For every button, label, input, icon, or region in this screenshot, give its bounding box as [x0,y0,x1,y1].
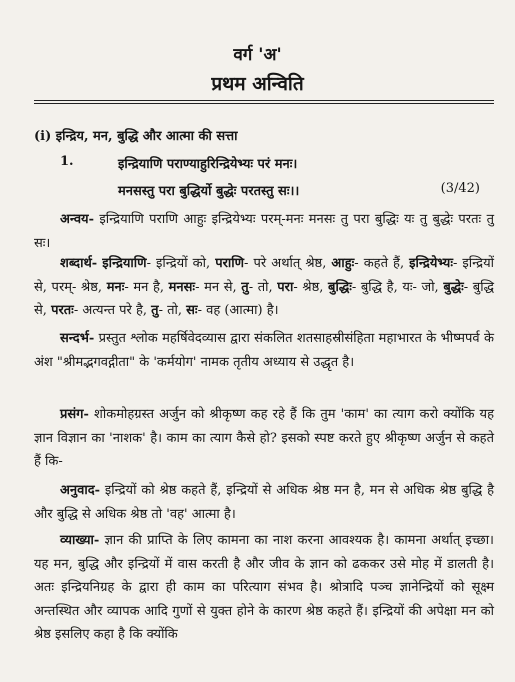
shabdarth-paragraph [34,252,494,323]
anuvad-text: इन्द्रियों को श्रेष्ठ कहते हैं, इन्द्रियों से अधिक श्रेष्ठ मन है, मन से अधिक श्रेष्ठ बुद्धि है और बुद्धि से अधिक श्रेष्ठ तो 'वह' आत्मा है। [34,483,494,522]
meaning: - मन है, [124,279,165,295]
term: तु [241,279,249,295]
vyakhya-text: ज्ञान की प्राप्ति के लिए कामना का नाश करना आवश्यक है। कामना अर्थात् इच्छा। यह मन, बुद्धि और इन्द्रियों में वास करती है और जीव के ज्ञान को ढककर उसे मोह में डालती है। अतः इन्द्रियनिग्रह के द्वारा ही काम का परित्याग संभव है। श्रोत्रादि पञ्च ज्ञानेन्द्रियों को सूक्ष्म अन्तस्थित और व्यापक आदि गुणों से युक्त होने के कारण श्रेष्ठ कहते हैं। इन्द्रियों की अपेक्षा मन को श्रेष्ठ इसलिए कहा है कि क्योंकि [34,533,494,642]
term: आहुः [331,256,355,271]
meaning: - तो, [158,303,182,318]
meaning: - मन से, [195,279,237,295]
meaning: - बुद्धि से, [34,279,494,318]
sandarbh-label: सन्दर्भ- [60,331,95,346]
term: इन्द्रियाणि [102,256,147,271]
meaning: - श्रेष्ठ, [293,279,324,295]
title-rule-top [34,100,494,101]
anvay-label: अन्वय- [60,212,94,227]
anuvad-paragraph [34,479,494,526]
term: बुद्धिः [328,279,352,295]
verse-text-2: मनसस्तु परा बुद्धिर्यो बुद्धेः परतस्तु सः।। [118,184,300,199]
meaning: - तो, [248,279,273,295]
verse-reference: (3/42) [440,181,480,196]
prasang-text: शोकमोहग्रस्त अर्जुन को श्रीकृष्ण कह रहे हैं कि तुम 'काम' का त्याग करो क्योंकि यह ज्ञान विज्ञान का 'नाशक' है। काम का त्याग कैसे हो? इसको स्पष्ट करते हुए श्रीकृष्ण अर्जुन से कहते हैं कि- [34,407,494,469]
meaning: - अत्यन्त परे है, [73,303,147,318]
meaning: - इन्द्रियों से, परम्- श्रेष्ठ, [34,256,494,295]
meaning: - कहते हैं, [354,256,405,271]
meaning: - इन्द्रियों को, [146,256,211,271]
section-heading: (i) इन्द्रिय, मन, बुद्धि और आत्मा की सत्ता [34,129,238,144]
term: सः [186,303,198,318]
meaning: - बुद्धि है, यः- जो, [351,279,439,295]
term: इन्द्रियेभ्यः [409,256,453,271]
anvay-paragraph [34,208,494,255]
term: परा [277,279,294,295]
vyakhya-paragraph [34,529,494,647]
prasang-paragraph [34,403,494,474]
term: पराणि [215,256,245,271]
term: बुद्धेः [443,279,464,295]
term: तु [151,303,159,318]
meaning: - वह (आत्मा) है। [197,303,279,318]
anuvad-label: अनुवाद- [60,483,101,498]
section-varg-heading: वर्ग 'अ' [233,45,282,65]
sandarbh-paragraph [34,327,494,374]
meaning: - परे अर्थात् श्रेष्ठ, [244,256,327,271]
shabdarth-label: शब्दार्थ- [60,256,98,271]
chapter-title: प्रथम अन्विति [211,73,304,95]
term: परतः [51,303,74,318]
term: मनसः [168,279,196,295]
sandarbh-text: प्रस्तुत श्लोक महर्षिवेदव्यास द्वारा संकलित शतसाहस्रीसंहिता महाभारत के भीष्मपर्व के अंश "श्रीमद्भगवद्गीता" के 'कर्मयोग' नामक तृतीय अध्याय से उद्धृत है। [34,331,494,370]
term: मनः [106,279,125,295]
verse-text-1: इन्द्रियाणि पराण्याहुरिन्द्रियेभ्यः परं मनः। [118,157,298,172]
vyakhya-label: व्याख्या- [60,533,100,548]
verse-number: 1. [60,154,74,169]
anvay-text: इन्द्रियाणि पराणि आहुः इन्द्रियेभ्यः परम्-मनः मनसः तु परा बुद्धिः यः तु बुद्धेः परतः तु सः। [34,212,494,251]
prasang-label: प्रसंग- [60,407,89,422]
title-rule-bottom [34,103,494,104]
